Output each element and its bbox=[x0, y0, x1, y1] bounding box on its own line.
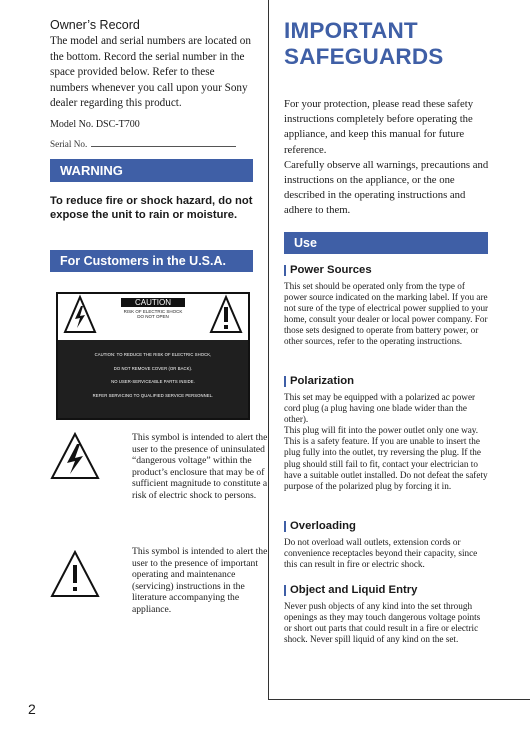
caution-subtitle-line-1: RISK OF ELECTRIC SHOCK bbox=[123, 309, 183, 314]
page-title bbox=[284, 18, 494, 69]
section-marker bbox=[284, 585, 286, 596]
section-polarization bbox=[284, 375, 490, 492]
page-number: 2 bbox=[28, 701, 36, 717]
section-body: Do not overload wall outlets, extension cords or convenience receptacles beyond their capacity, since this can result in fire or electric shock. bbox=[284, 537, 478, 570]
lightning-symbol-text: This symbol is intended to alert the user to the presence of uninsulated “dangerous voltage” within the product’s enclosure that may be of sufficient magnitude to constitute a risk of electric shock to persons. bbox=[132, 432, 268, 501]
caution-title: CAUTION bbox=[121, 298, 185, 307]
caution-label bbox=[56, 292, 250, 420]
caution-subtitle-line-2: DO NOT OPEN bbox=[137, 314, 169, 320]
serial-number-field bbox=[50, 138, 255, 149]
lightning-symbol-note bbox=[50, 432, 270, 542]
section-title bbox=[284, 264, 490, 276]
owners-record bbox=[50, 18, 255, 149]
exclamation-triangle-icon bbox=[50, 550, 100, 598]
page-title-line-1: IMPORTANT bbox=[284, 18, 418, 43]
section-body-2: This plug will fit into the power outlet only one way. This is a safety feature. If you are unable to insert the plug fully into the outlet, try reversing the plug. If the plug should still fail to fit, contact your electrician to have a suitable outlet installed. Do not defeat the safety purpose of the polarized plug by forcing it in. bbox=[284, 425, 488, 491]
section-body: This set may be equipped with a polarized ac power cord plug (a plug having one blade wider than the other). bbox=[284, 392, 476, 425]
caution-line-3: NO USER-SERVICEABLE PARTS INSIDE. bbox=[111, 379, 195, 384]
caution-line-4: REFER SERVICING TO QUALIFIED SERVICE PERSONNEL. bbox=[92, 392, 214, 398]
section-body: This set should be operated only from the type of power source indicated on the marking label. If you are not sure of the type of electrical power supplied to your home, consult your dealer or local power company. For those sets designed to operate from battery power, or other sources, refer to the operating instructions. bbox=[284, 281, 489, 347]
caution-instructions bbox=[58, 340, 248, 418]
use-heading: Use bbox=[284, 232, 488, 254]
section-title bbox=[284, 375, 490, 387]
warning-text: To reduce fire or shock hazard, do not expose the unit to rain or moisture. bbox=[50, 195, 253, 221]
model-number: Model No. DSC-T700 bbox=[50, 118, 140, 130]
caution-line-2: DO NOT REMOVE COVER (OR BACK). bbox=[113, 365, 193, 371]
exclamation-triangle-icon bbox=[211, 297, 241, 332]
owners-record-title: Owner’s Record bbox=[50, 18, 140, 32]
page-title-line-2: SAFEGUARDS bbox=[284, 43, 444, 69]
section-power-sources bbox=[284, 264, 490, 348]
caution-subtitle bbox=[121, 309, 185, 320]
section-title-text: Power Sources bbox=[290, 264, 372, 276]
section-overloading bbox=[284, 520, 490, 570]
section-title-text: Object and Liquid Entry bbox=[290, 584, 418, 596]
exclamation-symbol-note bbox=[50, 546, 270, 636]
serial-blank-line bbox=[91, 138, 236, 147]
serial-label: Serial No. bbox=[50, 138, 88, 149]
section-title bbox=[284, 584, 490, 596]
exclamation-symbol-text: This symbol is intended to alert the user to the presence of important operating and maintenance (servicing) instructions in the literature accompanying the appliance. bbox=[132, 546, 268, 615]
owners-record-body: The model and serial numbers are located on the bottom. Record the serial number in the space provided below. Refer to these numbers whenever you call upon your Sony dealer regarding this product. bbox=[50, 35, 251, 110]
warning-heading: WARNING bbox=[50, 159, 253, 182]
caution-line-1: CAUTION: TO REDUCE THE RISK OF ELECTRIC SHOCK, bbox=[94, 352, 212, 357]
safeguards-intro bbox=[284, 97, 489, 219]
section-marker bbox=[284, 376, 286, 387]
section-title bbox=[284, 520, 490, 532]
section-title-text: Polarization bbox=[290, 375, 355, 387]
section-title-text: Overloading bbox=[290, 520, 356, 532]
section-marker bbox=[284, 521, 286, 532]
intro-paragraph-2: Carefully observe all warnings, precautions and instructions on the appliance, or the one described in the operating instructions and adhere to them. bbox=[284, 158, 489, 217]
lightning-triangle-icon bbox=[65, 297, 95, 332]
section-object-liquid-entry bbox=[284, 584, 490, 645]
us-customers-heading: For Customers in the U.S.A. bbox=[50, 250, 253, 272]
lightning-triangle-icon bbox=[50, 432, 100, 480]
section-body: Never push objects of any kind into the set through openings as they may touch dangerous voltage points or short out parts that could result in a fire or electric shock. Never spill liquid of any kind on the set. bbox=[284, 601, 481, 645]
intro-paragraph-1: For your protection, please read these safety instructions completely before operating the appliance, and keep this manual for future reference. bbox=[284, 98, 474, 156]
section-marker bbox=[284, 265, 286, 276]
